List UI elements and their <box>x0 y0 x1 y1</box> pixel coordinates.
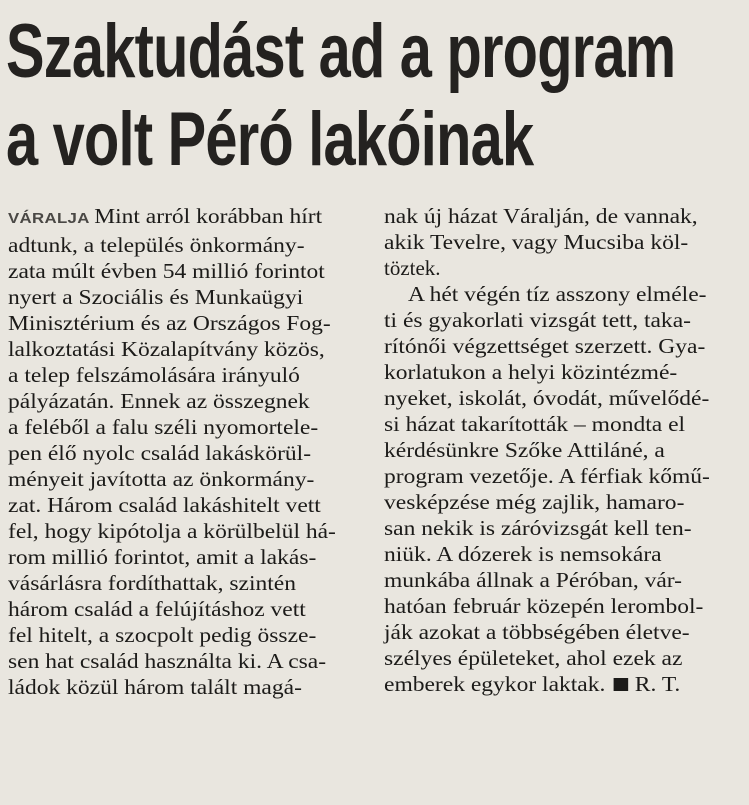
text-line: szélyes épületeket, ahol ezek az <box>384 646 683 670</box>
text-line: fel, hogy kipótolja a körülbelül há- <box>8 519 336 543</box>
text-line: ményeit javította az önkormány- <box>8 467 315 491</box>
text-line-content: Mint arról korábban hírt <box>94 204 323 228</box>
text-line: vesképzése még zajlik, hamaro- <box>384 490 685 514</box>
text-line: rom millió forintot, amit a lakás- <box>8 545 317 569</box>
text-line: pen élő nyolc család lakáskörül- <box>8 441 312 465</box>
text-line: akik Tevelre, vagy Mucsiba köl- <box>384 230 689 254</box>
text-line: vásárlásra fordíthattak, szintén <box>8 571 297 595</box>
text-line: töztek. <box>384 256 441 280</box>
text-line: nyert a Szociális és Munkaügyi <box>8 285 304 309</box>
text-line: Minisztérium és az Országos Fog- <box>8 311 331 335</box>
text-line: san nekik is záróvizsgát kell ten- <box>384 516 692 540</box>
text-line: ládok közül három talált magá- <box>8 675 302 699</box>
text-line: zata múlt évben 54 millió forintot <box>8 259 325 283</box>
text-line: A hét végén tíz asszony elméle- <box>408 282 707 306</box>
text-line: ti és gyakorlati vizsgát tett, taka- <box>384 308 691 332</box>
text-line: sen hat család használta ki. A csa- <box>8 649 327 673</box>
text-line: munkába állnak a Péróban, vár- <box>384 568 682 592</box>
end-mark-square-icon <box>614 678 629 691</box>
text-line <box>384 671 740 697</box>
author-signature: R. T. <box>634 672 681 696</box>
text-line: pályázatán. Ennek az összegnek <box>8 389 310 413</box>
text-line: korlatukon a helyi közintézmé- <box>384 360 678 384</box>
text-line: rítónői végzettséget szerzett. Gya- <box>384 334 706 358</box>
text-line: a feléből a falu széli nyomortele- <box>8 415 319 439</box>
text-line: fel hitelt, a szocpolt pedig össze- <box>8 623 317 647</box>
text-line <box>8 203 360 232</box>
text-line: zat. Három család lakáshitelt vett <box>8 493 321 517</box>
text-line: nyeket, iskolát, óvodát, művelődé- <box>384 386 710 410</box>
column-left <box>8 203 360 700</box>
text-line: program vezetője. A férfiak kőmű- <box>384 464 710 488</box>
text-line: si házat takarították – mondta el <box>384 412 686 436</box>
text-line-content: emberek egykor laktak. <box>384 672 606 696</box>
text-line: niük. A dózerek is nemsokára <box>384 542 662 566</box>
text-line: hatóan február közepén lerombol- <box>384 594 704 618</box>
dateline: VÁRALJA <box>8 210 90 227</box>
text-line: lalkoztatási Közalapítvány közös, <box>8 337 325 361</box>
headline-line-2: a volt Péró lakóinak <box>6 97 534 182</box>
headline-line-1: Szaktudást ad a program <box>6 9 676 94</box>
column-right <box>384 203 740 697</box>
headline <box>6 8 746 184</box>
text-line: három család a felújításhoz vett <box>8 597 306 621</box>
text-line: ják azokat a többségében életve- <box>384 620 690 644</box>
text-line: adtunk, a település önkormány- <box>8 233 305 257</box>
text-line: nak új házat Váralján, de vannak, <box>384 204 698 228</box>
text-line: kérdésünkre Szőke Attiláné, a <box>384 438 665 462</box>
text-line: a telep felszámolására irányuló <box>8 363 300 387</box>
